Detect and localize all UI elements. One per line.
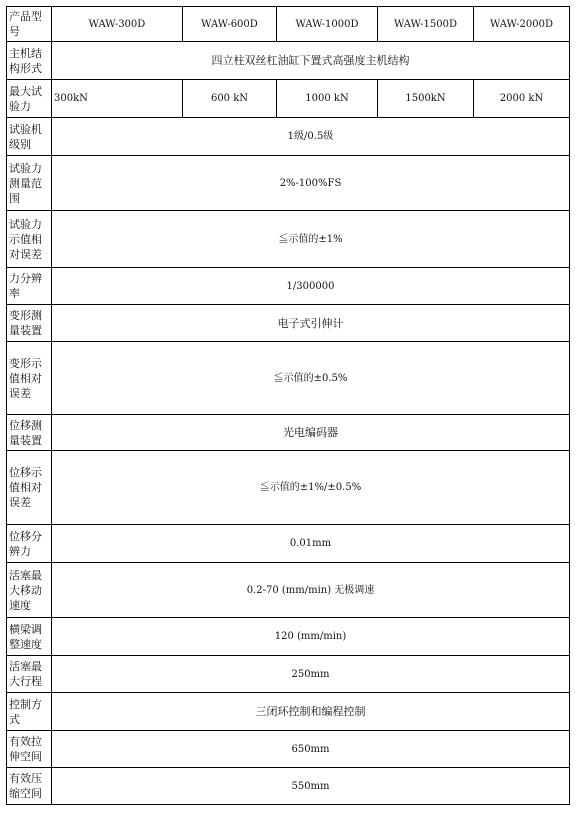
spec-table bbox=[6, 6, 570, 805]
row-value: 电子式引伸计 bbox=[52, 305, 570, 342]
table-row bbox=[7, 451, 570, 525]
row-label: 控制方式 bbox=[7, 693, 52, 731]
row-value: 2%-100%FS bbox=[52, 156, 570, 211]
max-force-value: 1000 kN bbox=[277, 80, 378, 118]
row-label: 位移测量装置 bbox=[7, 415, 52, 451]
row-value: ≦示值的±0.5% bbox=[52, 342, 570, 415]
row-value: 0.2-70 (mm/min) 无极调速 bbox=[52, 563, 570, 618]
max-force-value: 2000 kN bbox=[474, 80, 570, 118]
row-label: 位移示值相对误差 bbox=[7, 451, 52, 525]
row-label: 最大试验力 bbox=[7, 80, 52, 118]
row-value: 550mm bbox=[52, 768, 570, 805]
row-label: 试验力测量范围 bbox=[7, 156, 52, 211]
row-value: 1/300000 bbox=[52, 268, 570, 305]
model-header: WAW-1000D bbox=[277, 7, 378, 42]
row-value: 250mm bbox=[52, 656, 570, 693]
row-label: 力分辨率 bbox=[7, 268, 52, 305]
model-header: WAW-300D bbox=[52, 7, 183, 42]
table-row-header bbox=[7, 7, 570, 42]
max-force-value: 300kN bbox=[52, 80, 183, 118]
row-label: 有效拉伸空间 bbox=[7, 731, 52, 768]
row-value: 1级/0.5级 bbox=[52, 118, 570, 156]
row-value: ≦示值的±1% bbox=[52, 211, 570, 268]
row-label: 试验机级别 bbox=[7, 118, 52, 156]
row-value: 120 (mm/min) bbox=[52, 618, 570, 656]
table-row bbox=[7, 305, 570, 342]
table-row bbox=[7, 211, 570, 268]
row-label: 有效压缩空间 bbox=[7, 768, 52, 805]
row-label: 变形测量装置 bbox=[7, 305, 52, 342]
row-value: 光电编码器 bbox=[52, 415, 570, 451]
row-label: 横梁调整速度 bbox=[7, 618, 52, 656]
row-label: 活塞最大移动速度 bbox=[7, 563, 52, 618]
row-value: ≦示值的±1%/±0.5% bbox=[52, 451, 570, 525]
row-label: 活塞最大行程 bbox=[7, 656, 52, 693]
table-row bbox=[7, 731, 570, 768]
max-force-value: 1500kN bbox=[378, 80, 474, 118]
row-label: 变形示值相对误差 bbox=[7, 342, 52, 415]
table-row bbox=[7, 618, 570, 656]
row-value: 0.01mm bbox=[52, 525, 570, 563]
table-row bbox=[7, 42, 570, 80]
table-row bbox=[7, 563, 570, 618]
table-row bbox=[7, 80, 570, 118]
table-row bbox=[7, 342, 570, 415]
row-value: 三闭环控制和编程控制 bbox=[52, 693, 570, 731]
table-row bbox=[7, 118, 570, 156]
table-row bbox=[7, 656, 570, 693]
row-label: 位移分辨力 bbox=[7, 525, 52, 563]
table-row bbox=[7, 415, 570, 451]
model-header: WAW-1500D bbox=[378, 7, 474, 42]
model-header: WAW-2000D bbox=[474, 7, 570, 42]
max-force-value: 600 kN bbox=[183, 80, 277, 118]
row-value: 四立柱双丝杠油缸下置式高强度主机结构 bbox=[52, 42, 570, 80]
table-row bbox=[7, 268, 570, 305]
model-header: WAW-600D bbox=[183, 7, 277, 42]
row-label: 试验力示值相对误差 bbox=[7, 211, 52, 268]
row-label: 产品型号 bbox=[7, 7, 52, 42]
table-row bbox=[7, 156, 570, 211]
row-label: 主机结构形式 bbox=[7, 42, 52, 80]
table-row bbox=[7, 768, 570, 805]
row-value: 650mm bbox=[52, 731, 570, 768]
table-row bbox=[7, 693, 570, 731]
table-row bbox=[7, 525, 570, 563]
